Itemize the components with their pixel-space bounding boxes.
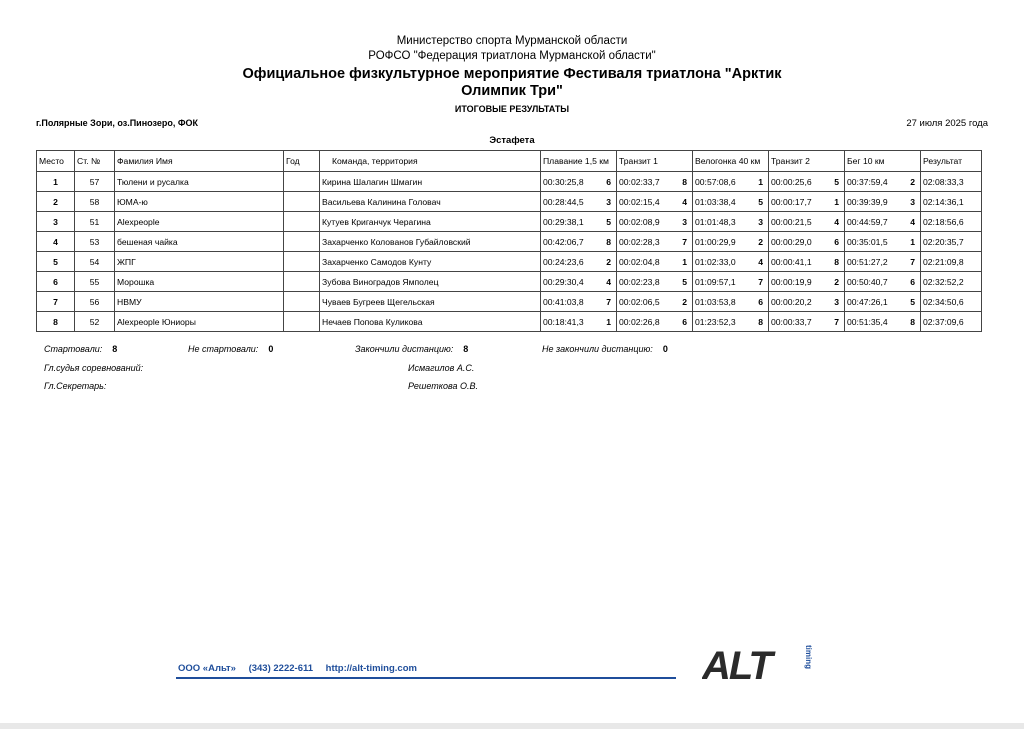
cell-bike xyxy=(693,252,769,272)
cell-t2 xyxy=(769,252,845,272)
cell-t1-time: 00:02:15,4 xyxy=(619,196,660,207)
cell-swim-rank: 8 xyxy=(606,236,611,247)
cell-swim-rank: 7 xyxy=(606,296,611,307)
table-row xyxy=(37,172,982,192)
cell-swim-rank: 1 xyxy=(606,316,611,327)
started-label: Стартовали: xyxy=(44,344,103,354)
cell-result: 02:08:33,3 xyxy=(921,172,982,192)
cell-name: Alexpeople Юниоры xyxy=(115,312,284,332)
cell-run xyxy=(845,252,921,272)
cell-swim xyxy=(541,292,617,312)
cell-t2-time: 00:00:17,7 xyxy=(771,196,812,207)
cell-run-rank: 1 xyxy=(910,236,915,247)
started-stat xyxy=(44,344,117,354)
cell-bike-time: 01:23:52,3 xyxy=(695,316,736,327)
event-place: г.Полярные Зори, оз.Пинозеро, ФОК xyxy=(36,118,199,128)
cell-swim-time: 00:24:23,6 xyxy=(543,256,584,267)
event-title-line1: Официальное физкультурное мероприятие Фестиваля триатлона "Арктик xyxy=(242,66,782,82)
cell-t1-rank: 6 xyxy=(682,316,687,327)
secretary-label: Гл.Секретарь: xyxy=(44,381,107,391)
cell-result: 02:37:09,6 xyxy=(921,312,982,332)
cell-bike-time: 01:02:33,0 xyxy=(695,256,736,267)
cell-swim-time: 00:29:38,1 xyxy=(543,216,584,227)
cell-result: 02:21:09,8 xyxy=(921,252,982,272)
cell-bib: 51 xyxy=(75,212,115,232)
cell-swim xyxy=(541,212,617,232)
cell-swim xyxy=(541,232,617,252)
cell-result: 02:14:36,1 xyxy=(921,192,982,212)
cell-t1-time: 00:02:06,5 xyxy=(619,296,660,307)
cell-swim-time: 00:18:41,3 xyxy=(543,316,584,327)
cell-bib: 53 xyxy=(75,232,115,252)
dns-stat xyxy=(188,344,273,354)
started-value: 8 xyxy=(112,344,118,354)
cell-t1-rank: 2 xyxy=(682,296,687,307)
cell-swim-rank: 2 xyxy=(606,256,611,267)
cell-name: ЮМА-ю xyxy=(115,192,284,212)
cell-bike xyxy=(693,232,769,252)
col-swim: Плавание 1,5 км xyxy=(541,151,617,172)
cell-swim xyxy=(541,192,617,212)
cell-bike-rank: 8 xyxy=(758,316,763,327)
col-run: Бег 10 км xyxy=(845,151,921,172)
cell-bike-rank: 3 xyxy=(758,216,763,227)
event-date: 27 июля 2025 года xyxy=(906,118,988,129)
judge-name: Исмагилов А.С. xyxy=(408,363,475,373)
col-bib: Ст. № xyxy=(75,151,115,172)
cell-bike-time: 01:00:29,9 xyxy=(695,236,736,247)
cell-name: Alexpeople xyxy=(115,212,284,232)
cell-name: Тюлени и русалка xyxy=(115,172,284,192)
cell-run xyxy=(845,172,921,192)
cell-t2-rank: 7 xyxy=(834,316,839,327)
table-row xyxy=(37,212,982,232)
cell-year xyxy=(284,232,320,252)
table-row xyxy=(37,312,982,332)
cell-run-time: 00:44:59,7 xyxy=(847,216,888,227)
cell-bike-rank: 2 xyxy=(758,236,763,247)
cell-t2-rank: 5 xyxy=(834,176,839,187)
cell-run-time: 00:35:01,5 xyxy=(847,236,888,247)
cell-run-time: 00:47:26,1 xyxy=(847,296,888,307)
cell-t1-rank: 3 xyxy=(682,216,687,227)
cell-place: 1 xyxy=(37,172,75,192)
cell-bike-rank: 4 xyxy=(758,256,763,267)
cell-t2-time: 00:00:19,9 xyxy=(771,276,812,287)
cell-t1-rank: 8 xyxy=(682,176,687,187)
cell-swim-time: 00:30:25,8 xyxy=(543,176,584,187)
table-row xyxy=(37,192,982,212)
cell-team: Захарченко Самодов Кунту xyxy=(320,252,541,272)
cell-bike-time: 01:01:48,3 xyxy=(695,216,736,227)
cell-run-time: 00:51:35,4 xyxy=(847,316,888,327)
cell-name: НВМУ xyxy=(115,292,284,312)
cell-t2-rank: 1 xyxy=(834,196,839,207)
cell-bike-time: 01:09:57,1 xyxy=(695,276,736,287)
cell-bike xyxy=(693,212,769,232)
cell-run xyxy=(845,272,921,292)
cell-run-rank: 3 xyxy=(910,196,915,207)
cell-name: ЖПГ xyxy=(115,252,284,272)
dns-label: Не стартовали: xyxy=(188,344,259,354)
ministry-line: Министерство спорта Мурманской области xyxy=(396,35,628,47)
cell-bib: 54 xyxy=(75,252,115,272)
event-title-line2: Олимпик Три" xyxy=(461,83,563,99)
cell-t1 xyxy=(617,172,693,192)
col-result: Результат xyxy=(921,151,982,172)
cell-run-rank: 4 xyxy=(910,216,915,227)
cell-t1-time: 00:02:04,8 xyxy=(619,256,660,267)
cell-bib: 57 xyxy=(75,172,115,192)
cell-bike-rank: 7 xyxy=(758,276,763,287)
col-bike: Велогонка 40 км xyxy=(693,151,769,172)
dnf-value: 0 xyxy=(662,344,668,354)
finished-label: Закончили дистанцию: xyxy=(355,344,454,354)
cell-year xyxy=(284,212,320,232)
cell-run-rank: 5 xyxy=(910,296,915,307)
cell-run xyxy=(845,212,921,232)
cell-run-time: 00:37:59,4 xyxy=(847,176,888,187)
cell-t1 xyxy=(617,232,693,252)
col-name: Фамилия Имя xyxy=(115,151,284,172)
cell-t1-rank: 4 xyxy=(682,196,687,207)
cell-run xyxy=(845,232,921,252)
cell-swim-rank: 4 xyxy=(606,276,611,287)
table-row xyxy=(37,292,982,312)
cell-place: 3 xyxy=(37,212,75,232)
cell-t2-rank: 4 xyxy=(834,216,839,227)
alt-timing-logo xyxy=(702,643,814,685)
cell-run-rank: 2 xyxy=(910,176,915,187)
cell-swim-rank: 6 xyxy=(606,176,611,187)
cell-t2 xyxy=(769,272,845,292)
footer-company: ООО «Альт» xyxy=(178,663,236,674)
cell-t1 xyxy=(617,272,693,292)
col-t2: Транзит 2 xyxy=(769,151,845,172)
results-table xyxy=(36,150,982,332)
cell-swim xyxy=(541,312,617,332)
cell-result: 02:20:35,7 xyxy=(921,232,982,252)
cell-t2 xyxy=(769,212,845,232)
cell-t1-time: 00:02:23,8 xyxy=(619,276,660,287)
cell-bike xyxy=(693,172,769,192)
cell-t2-rank: 6 xyxy=(834,236,839,247)
cell-year xyxy=(284,292,320,312)
cell-name: бешеная чайка xyxy=(115,232,284,252)
col-place: Место xyxy=(37,151,75,172)
finished-stat xyxy=(355,344,468,354)
cell-run xyxy=(845,292,921,312)
footer-url[interactable]: http://alt-timing.com xyxy=(325,663,417,674)
cell-swim xyxy=(541,272,617,292)
cell-run-time: 00:50:40,7 xyxy=(847,276,888,287)
col-t1: Транзит 1 xyxy=(617,151,693,172)
cell-t2 xyxy=(769,292,845,312)
cell-year xyxy=(284,192,320,212)
cell-t1-time: 00:02:33,7 xyxy=(619,176,660,187)
cell-t2-rank: 8 xyxy=(834,256,839,267)
cell-bike xyxy=(693,292,769,312)
footer-divider xyxy=(176,677,676,679)
cell-swim-time: 00:41:03,8 xyxy=(543,296,584,307)
cell-bike-rank: 6 xyxy=(758,296,763,307)
bottom-scroll-bar xyxy=(0,723,1024,729)
cell-bike-rank: 5 xyxy=(758,196,763,207)
cell-t1-time: 00:02:26,8 xyxy=(619,316,660,327)
cell-bike-time: 00:57:08,6 xyxy=(695,176,736,187)
cell-t2-rank: 3 xyxy=(834,296,839,307)
results-subtitle: ИТОГОВЫЕ РЕЗУЛЬТАТЫ xyxy=(454,104,570,114)
cell-run xyxy=(845,312,921,332)
cell-t1 xyxy=(617,292,693,312)
cell-t2 xyxy=(769,232,845,252)
cell-t1-time: 00:02:28,3 xyxy=(619,236,660,247)
cell-t1 xyxy=(617,192,693,212)
cell-place: 7 xyxy=(37,292,75,312)
footer-contacts xyxy=(178,663,427,674)
cell-team: Зубова Виноградов Ямполец xyxy=(320,272,541,292)
cell-t2-time: 00:00:20,2 xyxy=(771,296,812,307)
table-header-row xyxy=(37,151,982,172)
cell-bib: 55 xyxy=(75,272,115,292)
cell-t2 xyxy=(769,312,845,332)
finished-value: 8 xyxy=(463,344,469,354)
cell-year xyxy=(284,272,320,292)
cell-t2-rank: 2 xyxy=(834,276,839,287)
logo-text: ALT xyxy=(702,644,771,685)
cell-place: 5 xyxy=(37,252,75,272)
results-body xyxy=(37,172,982,332)
cell-year xyxy=(284,172,320,192)
cell-t1 xyxy=(617,312,693,332)
secretary-name: Решеткова О.В. xyxy=(408,381,479,391)
cell-bike-time: 01:03:38,4 xyxy=(695,196,736,207)
cell-t2 xyxy=(769,172,845,192)
dnf-label: Не закончили дистанцию: xyxy=(542,344,653,354)
cell-team: Кутуев Криганчук Черагина xyxy=(320,212,541,232)
cell-place: 8 xyxy=(37,312,75,332)
cell-bib: 58 xyxy=(75,192,115,212)
logo-sub: timing xyxy=(804,645,813,669)
cell-year xyxy=(284,252,320,272)
cell-run-rank: 7 xyxy=(910,256,915,267)
cell-t1 xyxy=(617,212,693,232)
cell-swim-time: 00:29:30,4 xyxy=(543,276,584,287)
cell-t1-rank: 7 xyxy=(682,236,687,247)
cell-result: 02:18:56,6 xyxy=(921,212,982,232)
cell-t2-time: 00:00:29,0 xyxy=(771,236,812,247)
cell-bike-rank: 1 xyxy=(758,176,763,187)
cell-team: Захарченко Колованов Губайловский xyxy=(320,232,541,252)
cell-swim-rank: 5 xyxy=(606,216,611,227)
cell-year xyxy=(284,312,320,332)
cell-swim xyxy=(541,252,617,272)
cell-t1 xyxy=(617,252,693,272)
cell-team: Кирина Шалагин Шмагин xyxy=(320,172,541,192)
cell-swim xyxy=(541,172,617,192)
cell-t1-time: 00:02:08,9 xyxy=(619,216,660,227)
cell-swim-time: 00:28:44,5 xyxy=(543,196,584,207)
col-team: Команда, территория xyxy=(320,151,541,172)
cell-bike-time: 01:03:53,8 xyxy=(695,296,736,307)
cell-team: Васильева Калинина Головач xyxy=(320,192,541,212)
cell-t1-rank: 1 xyxy=(682,256,687,267)
dnf-stat xyxy=(542,344,668,354)
category-title: Эстафета xyxy=(489,135,535,146)
cell-place: 4 xyxy=(37,232,75,252)
col-year: Год xyxy=(284,151,320,172)
table-row xyxy=(37,232,982,252)
table-row xyxy=(37,252,982,272)
cell-bike xyxy=(693,272,769,292)
cell-t2-time: 00:00:21,5 xyxy=(771,216,812,227)
cell-swim-time: 00:42:06,7 xyxy=(543,236,584,247)
cell-bike xyxy=(693,192,769,212)
cell-team: Чуваев Бугреев Щегельская xyxy=(320,292,541,312)
cell-place: 2 xyxy=(37,192,75,212)
federation-line: РОФСО "Федерация триатлона Мурманской области" xyxy=(368,50,656,62)
judge-label: Гл.судья соревнований: xyxy=(44,363,144,373)
cell-t2-time: 00:00:33,7 xyxy=(771,316,812,327)
cell-t2-time: 00:00:25,6 xyxy=(771,176,812,187)
footer-phone: (343) 2222-611 xyxy=(248,663,314,674)
cell-place: 6 xyxy=(37,272,75,292)
cell-t1-rank: 5 xyxy=(682,276,687,287)
cell-swim-rank: 3 xyxy=(606,196,611,207)
cell-bib: 52 xyxy=(75,312,115,332)
cell-t2 xyxy=(769,192,845,212)
cell-result: 02:32:52,2 xyxy=(921,272,982,292)
cell-run-time: 00:39:39,9 xyxy=(847,196,888,207)
cell-run-time: 00:51:27,2 xyxy=(847,256,888,267)
table-row xyxy=(37,272,982,292)
cell-run-rank: 6 xyxy=(910,276,915,287)
cell-team: Нечаев Попова Куликова xyxy=(320,312,541,332)
cell-run-rank: 8 xyxy=(910,316,915,327)
cell-bib: 56 xyxy=(75,292,115,312)
cell-name: Морошка xyxy=(115,272,284,292)
cell-result: 02:34:50,6 xyxy=(921,292,982,312)
cell-run xyxy=(845,192,921,212)
cell-t2-time: 00:00:41,1 xyxy=(771,256,812,267)
cell-bike xyxy=(693,312,769,332)
dns-value: 0 xyxy=(268,344,274,354)
